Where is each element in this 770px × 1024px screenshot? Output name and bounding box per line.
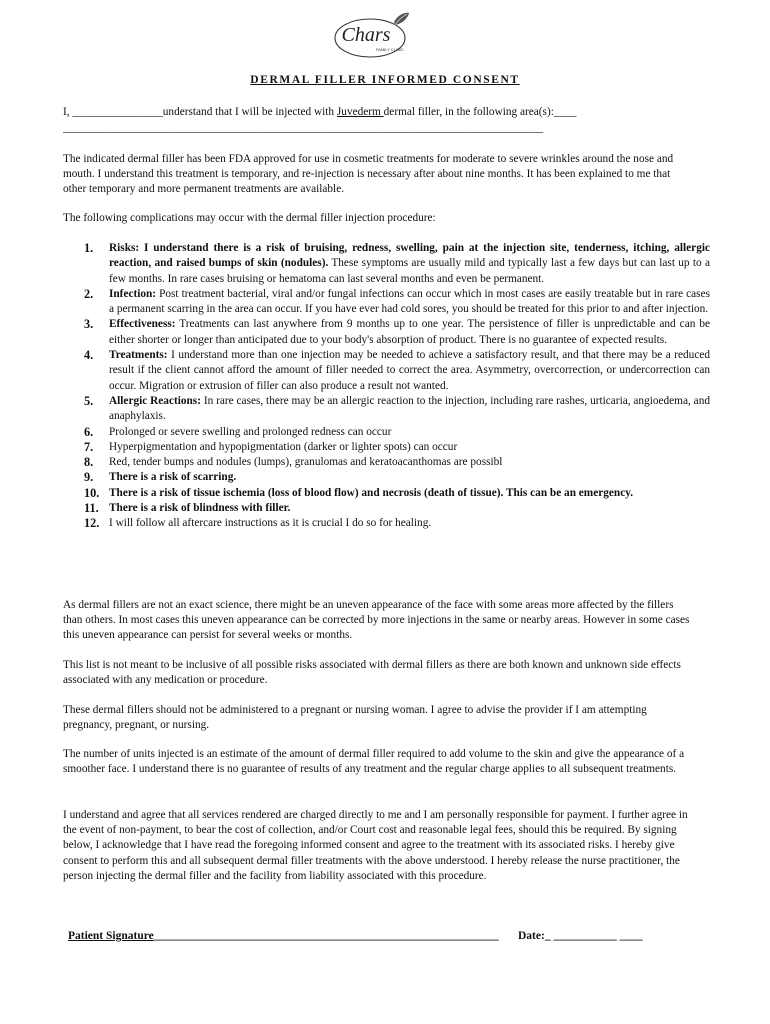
- complication-item: [84, 501, 710, 516]
- payment-consent-paragraph: I understand and agree that all services rendered are charged directly to me and I am personally responsible for payment. I further agree in the event of non-payment, to bear the cost of collection, and/or Court cost and reasonable legal fees, should this be required. By signing below, I acknowledge that I have read the foregoing informed consent and agree to the treatment with its associated risks. I hereby give consent to perform this and all subsequent dermal filler treatments with the above understood. I hereby release the nurse practitioner, the person injecting the dermal filler and the facility from liability associated with this procedure.: [63, 809, 688, 882]
- risk-inclusivity-paragraph: This list is not meant to be inclusive of all possible risks associated with dermal fillers as there are both known and unknown side effects associated with any medication or procedure.: [63, 659, 681, 687]
- item-number: 8.: [84, 455, 94, 470]
- date-field[interactable]: [518, 930, 643, 942]
- complication-item: [84, 425, 710, 440]
- item-number: 3.: [84, 317, 94, 332]
- item-number: 5.: [84, 393, 94, 408]
- complication-item: [84, 394, 710, 425]
- complication-item: [84, 486, 710, 501]
- units-paragraph: The number of units injected is an estimate of the amount of dermal filler required to add volume to the skin and give the appearance of a smoother face. I understand there is no guarantee of results of any treatment and the regular charge applies to all subsequent treatments.: [63, 748, 685, 776]
- item-bold-text: Infection:: [109, 287, 157, 300]
- item-number: 11.: [84, 501, 99, 516]
- item-bold-text: Risks: I understand there is a risk of bruising, redness, swelling, pain at the injection site, tenderness, itching, allergic reaction, and raised bumps of skin (nodules).: [109, 242, 710, 270]
- complication-item: [84, 287, 710, 318]
- item-text: Hyperpigmentation and hypopigmentation (darker or lighter spots) can occur: [109, 440, 458, 453]
- patient-signature-label: Patient Signature: [68, 930, 154, 942]
- complications-intro: The following complications may occur with the dermal filler injection procedure:: [63, 212, 436, 224]
- complication-item: [84, 241, 710, 287]
- complications-list: [84, 241, 710, 532]
- item-text: Treatments can last anywhere from 9 months up to one year. The persistence of filler is unpredictable and can be either shorter or longer than anticipated due to your body's absorption of product. There is no guarantee of expected results.: [109, 318, 710, 346]
- complication-item: [84, 516, 710, 531]
- logo-subtitle: FAMILY CLINIC: [375, 47, 405, 52]
- item-number: 6.: [84, 424, 94, 439]
- item-bold-text: There is a risk of blindness with filler.: [109, 502, 291, 515]
- item-bold-text: Allergic Reactions:: [109, 394, 201, 407]
- clinic-logo: [332, 10, 414, 62]
- complication-item: [84, 455, 710, 470]
- signature-line: ____________________________________________________________: [153, 930, 499, 942]
- pregnancy-paragraph: These dermal fillers should not be administered to a pregnant or nursing woman. I agree to advise the provider if I am attempting pregnancy, pregnant, or nursing.: [63, 704, 647, 732]
- fda-paragraph: The indicated dermal filler has been FDA approved for use in cosmetic treatments for moderate to severe wrinkles around the nose and mouth. I understand this treatment is temporary, and re-injection is necessary after about nine months. It has been explained to me that other temporary and more permanent treatments are available.: [63, 153, 674, 196]
- item-number: 10.: [84, 485, 100, 500]
- patient-signature-field[interactable]: [68, 930, 499, 942]
- item-text: Prolonged or severe swelling and prolonged redness can occur: [109, 425, 392, 438]
- intro-line: I, ________________understand that I will be injected with Juvederm dermal filler, in the following area(s):____: [63, 106, 577, 118]
- item-text: I will follow all aftercare instructions as it is crucial I do so for healing.: [109, 517, 432, 530]
- complication-item: [84, 317, 710, 348]
- item-text: In rare cases, there may be an allergic reaction to the injection, including rare rashes, urticaria, angioedema, and anaphylaxis.: [109, 394, 710, 423]
- item-number: 1.: [84, 241, 94, 255]
- complication-item: [84, 470, 710, 485]
- item-bold-text: There is a risk of tissue ischemia (loss of blood flow) and necrosis (death of tissue). This can be an emergency.: [109, 486, 634, 499]
- item-bold-text: Effectiveness:: [109, 318, 176, 331]
- logo-name: Chars: [341, 24, 391, 46]
- item-text: Post treatment bacterial, viral and/or fungal infections can occur which in most cases are easily treatable but in rare cases a permanent scarring in the area can occur. If you have ever had cold sores, you should be treated for this prior to and after injection.: [109, 287, 710, 316]
- area-blank-line: _____________________________________________________________________________________: [63, 122, 544, 134]
- complication-item: [84, 440, 710, 455]
- item-text: These symptoms are usually mild and typically last a few days but can last up to a few months. In rare cases bruising or hematoma can last several months and even be permanent.: [109, 257, 710, 285]
- uneven-appearance-paragraph: As dermal fillers are not an exact science, there might be an uneven appearance of the face with some areas more affected by the fillers than others. In most cases this uneven appearance can be corrected by more injections in the same or nearby areas. However in some cases this uneven appearance can persist for several weeks or months.: [63, 599, 690, 642]
- date-label: Date:: [518, 930, 545, 942]
- item-number: 9.: [84, 470, 94, 485]
- document-title: DERMAL FILLER INFORMED CONSENT: [250, 74, 520, 86]
- item-text: Red, tender bumps and nodules (lumps), granulomas and keratoacanthomas are possibl: [109, 456, 503, 469]
- item-text: I understand more than one injection may be needed to achieve a satisfactory result, and that there may be a reduced result if the client cannot afford the amount of filler needed to correct the area. Asymmetry, overcorrection, or undercorrection can occur. Migration or extrusion of filler can also produce a result not wanted.: [109, 349, 710, 392]
- complication-item: [84, 348, 710, 394]
- item-number: 4.: [84, 348, 94, 363]
- item-bold-text: Treatments:: [109, 349, 168, 362]
- item-bold-text: There is a risk of scarring.: [109, 471, 237, 484]
- date-line: _ ___________ ____: [544, 930, 643, 942]
- item-number: 7.: [84, 439, 94, 454]
- item-number: 2.: [84, 286, 94, 301]
- item-number: 12.: [84, 516, 100, 531]
